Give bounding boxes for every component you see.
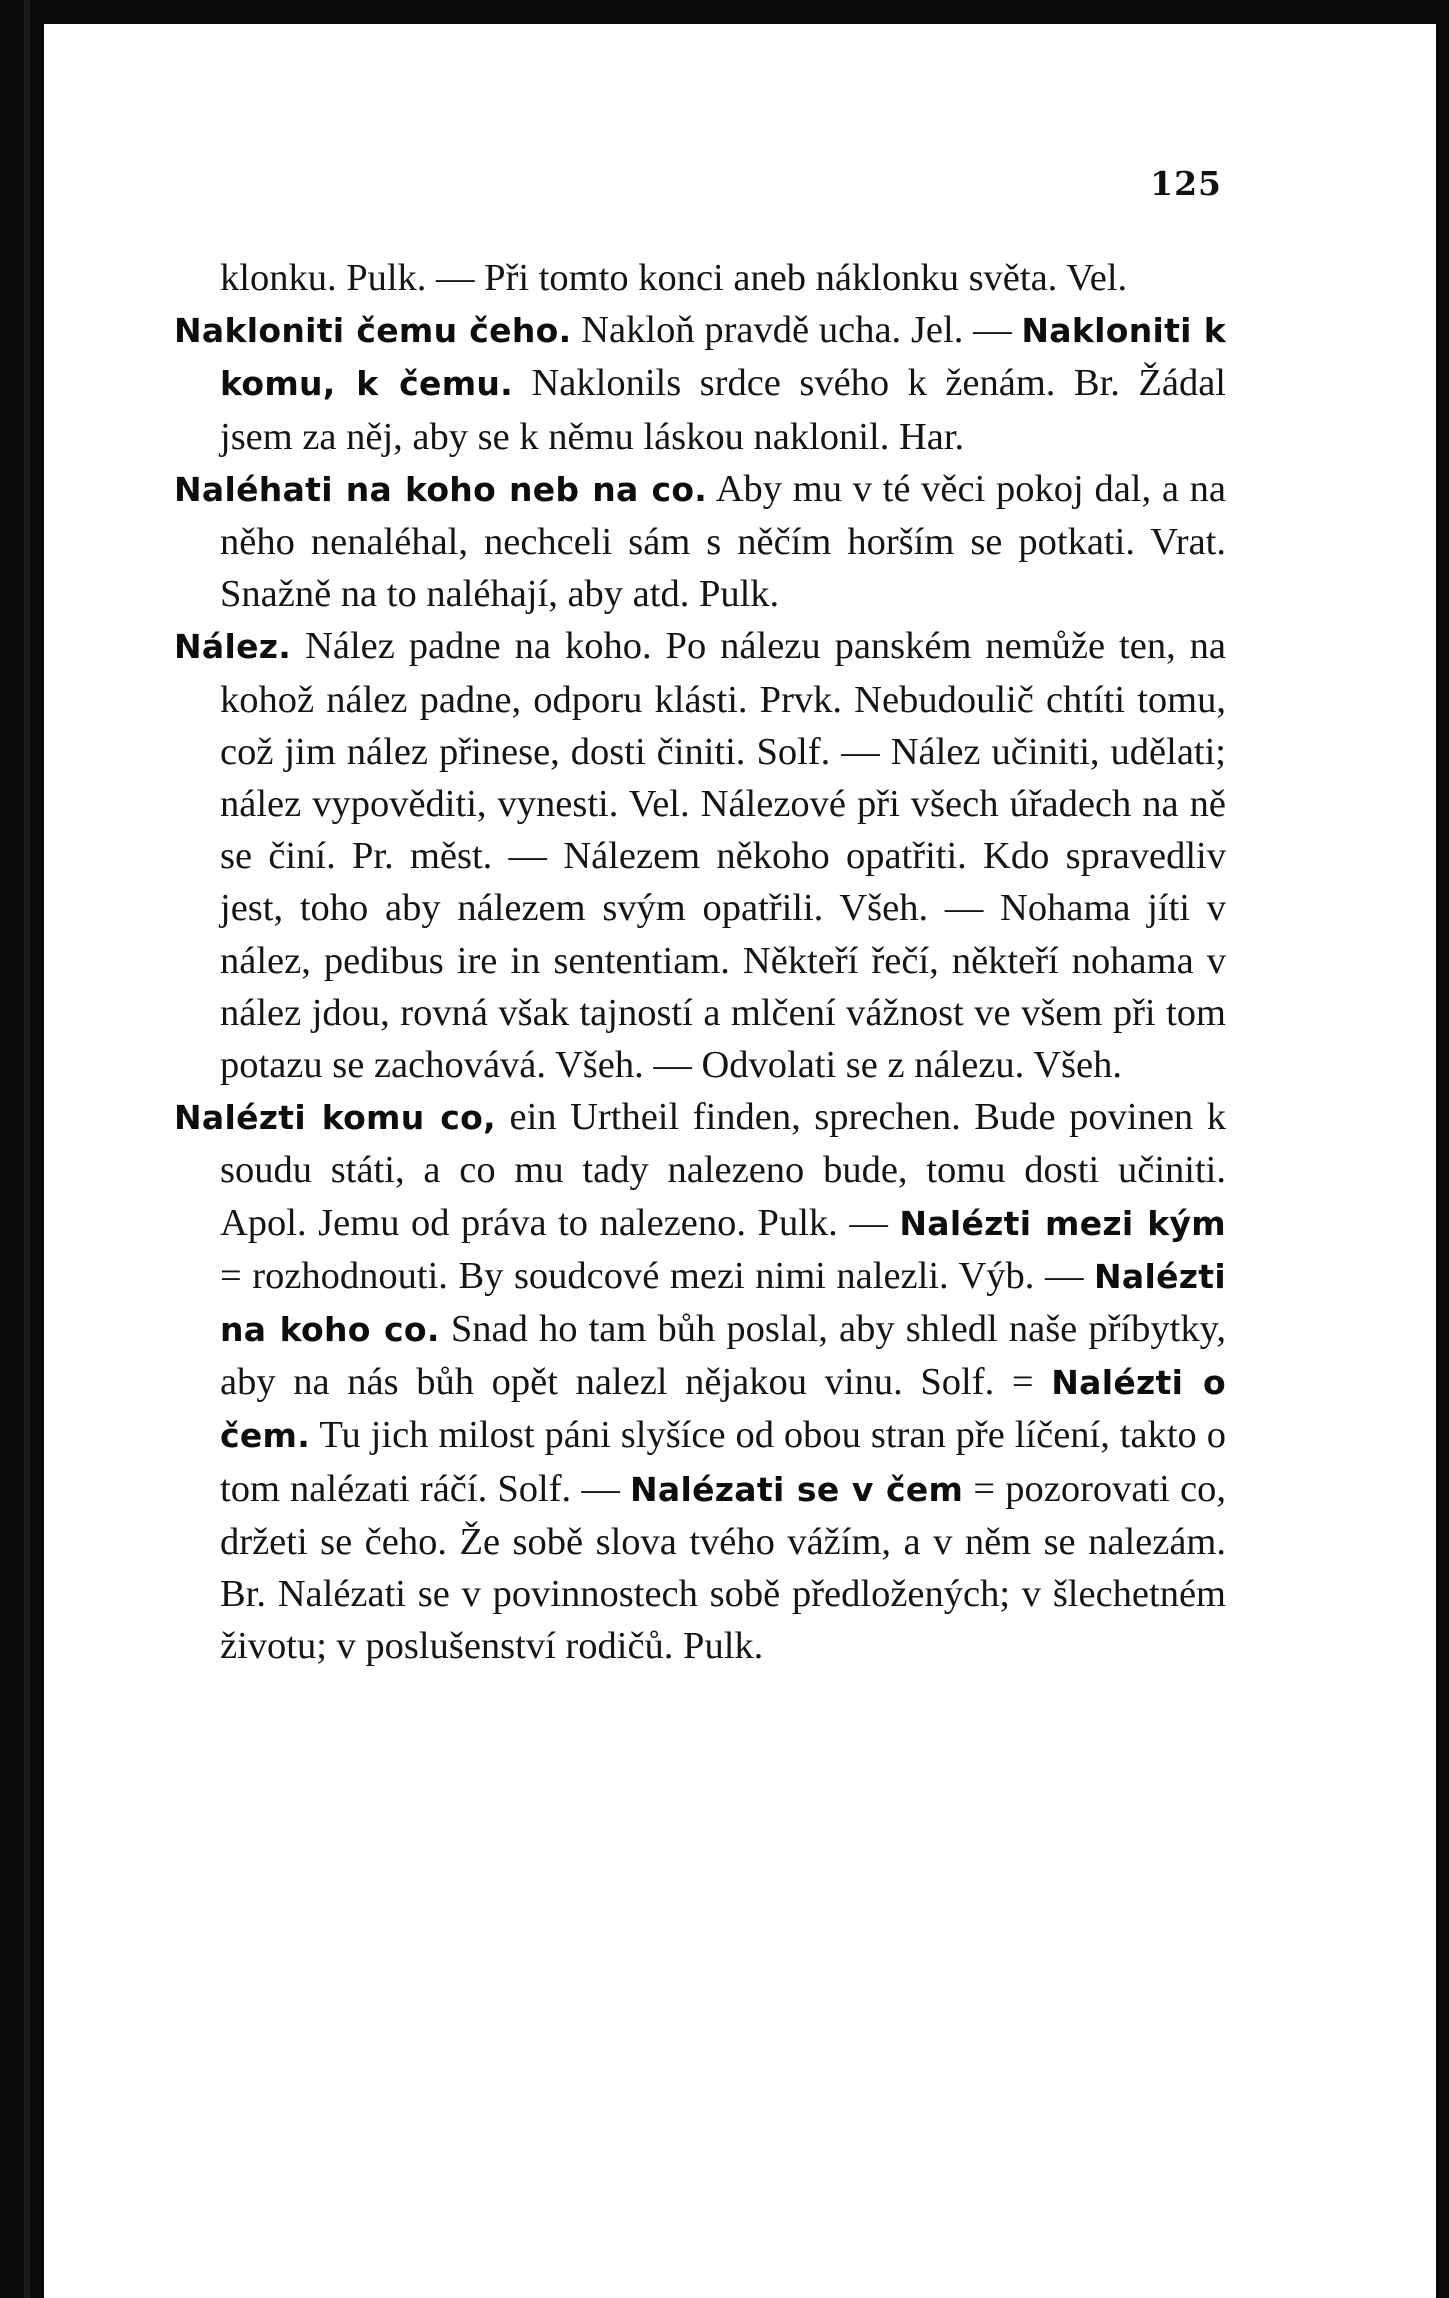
entry-nalehati xyxy=(174,463,1226,621)
headword: Nalézati se v čem xyxy=(630,1469,964,1509)
entry-klonku-continuation xyxy=(174,252,1226,304)
headword: Nakloniti čemu čeho. xyxy=(174,311,572,351)
headword: Nalézti o čem. xyxy=(220,1363,1227,1456)
entry-text: = rozhodnouti. By soudcové mezi nimi nalezli. Výb. — xyxy=(220,1254,1095,1297)
headword: Nalézti na koho co. xyxy=(220,1256,1226,1350)
entry-text: = pozorovati co, držeti se čeho. Že sobě slova tvého vážím, a v něm se nalezám. Br. Nalézati se v povinnostech sobě předložených; v šlechetném životu; v poslušenství rodičů. Pulk. xyxy=(220,1467,1226,1668)
entry-text: Snad ho tam bůh poslal, aby shledl naše příbytky, aby na nás bůh opět nalezl nějakou vinu. Solf. = xyxy=(220,1308,1226,1404)
entry-text: Nakloň pravdě ucha. Jel. — xyxy=(571,309,1022,352)
entry-text: ein Urtheil finden, sprechen. Bude povinen k soudu státi, a co mu tady nalezeno bude, tomu dosti učiniti. Apol. Jemu od práva to nalezeno. Pulk. — xyxy=(220,1096,1227,1244)
headword: Nalézti mezi kým xyxy=(899,1203,1226,1243)
page-number: 125 xyxy=(1150,164,1222,203)
entry-nakloniti xyxy=(174,304,1226,463)
binding-edge xyxy=(24,0,30,2298)
entry-text: Naklonils srdce svého k ženám. Br. Žádal jsem za něj, aby se k němu láskou naklonil. Har. xyxy=(220,362,1227,458)
headword: Naléhati na koho neb na co. xyxy=(174,469,708,509)
headword: Nalézti komu co, xyxy=(174,1098,496,1138)
entry-text: Nález padne na koho. Po nálezu panském nemůže ten, na kohož nález padne, odporu klásti. Prvk. Nebudoulič chtíti tomu, což jim nález přinese, dosti činiti. Solf. — Nález učiniti, udělati; nález vypověditi, vynesti. Vel. Nálezové při všech úřadech na ně se činí. Pr. měst. — Nálezem někoho opatřiti. Kdo spravedliv jest, toho aby nálezem svým opatřili. Všeh. — Nohama jíti v nález, pedibus ire in sententiam. Někteří řečí, někteří nohama v nález jdou, rovná však tajností a mlčení vážnost ve všem při tom potazu se zachovává. Všeh. — Odvolati se z nálezu. Všeh. xyxy=(220,625,1226,1087)
headword: Nález. xyxy=(174,627,292,667)
entry-text: Tu jich milost páni slyšíce od obou stran pře líčení, takto o tom nalézati ráčí. Solf. — xyxy=(220,1414,1226,1510)
entry-nalez xyxy=(174,620,1226,1091)
entry-text: klonku. Pulk. — Při tomto konci aneb náklonku světa. Vel. xyxy=(220,257,1128,299)
entry-nalezti xyxy=(174,1091,1226,1672)
book-page xyxy=(44,24,1436,2298)
entry-text: Aby mu v té věci pokoj dal, a na něho nenaléhal, nechceli sám s něčím horším se potkati. Vrat. Snažně na to naléhají, aby atd. Pulk. xyxy=(220,467,1226,616)
dictionary-text xyxy=(174,252,1226,1672)
headword: Nakloniti k komu, k čemu. xyxy=(220,311,1226,404)
